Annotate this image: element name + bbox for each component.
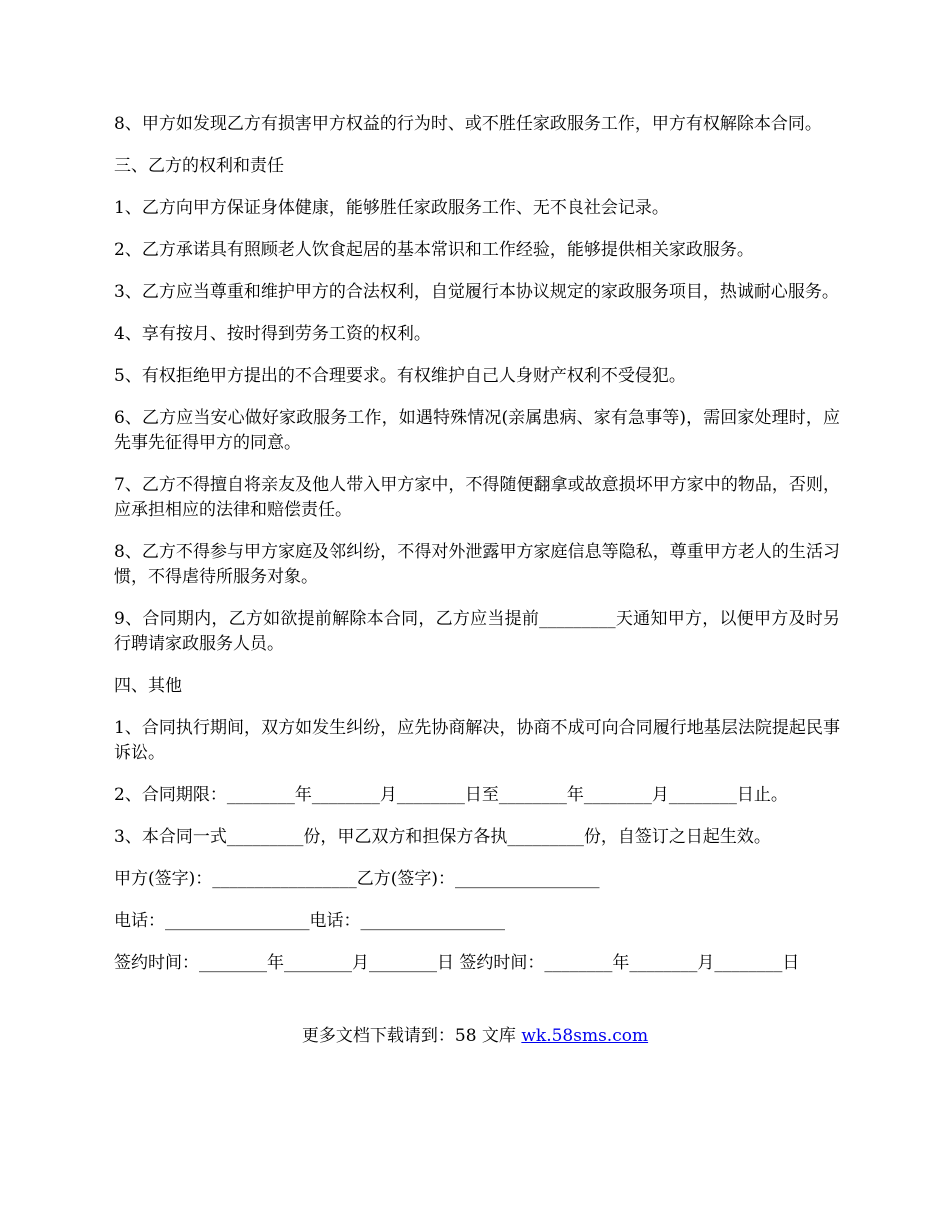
clause-b3-respect: 3、乙方应当尊重和维护甲方的合法权利，自觉履行本协议规定的家政服务项目，热诚耐心服务。 xyxy=(114,282,839,302)
clause-o1-disputes: 1、合同执行期间，双方如发生纠纷，应先协商解决，协商不成可向合同履行地基层法院提起民事诉讼。 xyxy=(114,718,840,763)
footer-link[interactable]: wk.58sms.com xyxy=(521,1026,649,1046)
clause-b7-guests: 7、乙方不得擅自将亲友及他人带入甲方家中，不得随便翻拿或故意损坏甲方家中的物品，否则，应承担相应的法律和赔偿责任。 xyxy=(114,475,840,520)
clause-b8-privacy: 8、乙方不得参与甲方家庭及邻纠纷，不得对外泄露甲方家庭信息等隐私，尊重甲方老人的生活习惯，不得虐待所服务对象。 xyxy=(114,542,840,587)
clause-o3-copies: 3、本合同一式_________份，甲乙双方和担保方各执_________份，自签订之日起生效。 xyxy=(114,827,771,847)
signature-line: 甲方(签字)：_________________乙方(签字)：_________________ xyxy=(114,869,600,889)
document-body xyxy=(114,112,840,993)
clause-o2-term: 2、合同期限：________年________月________日至________年________月________日止。 xyxy=(114,785,788,805)
footer xyxy=(0,1024,950,1049)
clause-b1-health: 1、乙方向甲方保证身体健康，能够胜任家政服务工作、无不良社会记录。 xyxy=(114,198,669,218)
clause-b5-refuse: 5、有权拒绝甲方提出的不合理要求。有权维护自己人身财产权利不受侵犯。 xyxy=(114,366,686,386)
clause-8-party-a-termination: 8、甲方如发现乙方有损害甲方权益的行为时、或不胜任家政服务工作，甲方有权解除本合同。 xyxy=(114,114,822,134)
clause-b9-notice: 9、合同期内，乙方如欲提前解除本合同，乙方应当提前_________天通知甲方，以便甲方及时另行聘请家政服务人员。 xyxy=(114,609,840,654)
section-heading-party-b: 三、乙方的权利和责任 xyxy=(114,156,284,176)
signing-date-line: 签约时间：________年________月________日 签约时间：________年________月________日 xyxy=(114,953,800,973)
phone-line: 电话：_________________电话：_________________ xyxy=(114,911,505,931)
section-heading-other: 四、其他 xyxy=(114,676,182,696)
clause-b4-wages: 4、享有按月、按时得到劳务工资的权利。 xyxy=(114,324,431,344)
clause-b2-experience: 2、乙方承诺具有照顾老人饮食起居的基本常识和工作经验，能够提供相关家政服务。 xyxy=(114,240,754,260)
clause-b6-leave: 6、乙方应当安心做好家政服务工作，如遇特殊情况(亲属患病、家有急事等)，需回家处理时，应先事先征得甲方的同意。 xyxy=(114,408,840,453)
footer-text: 更多文档下载请到：58 文库 xyxy=(301,1026,522,1046)
